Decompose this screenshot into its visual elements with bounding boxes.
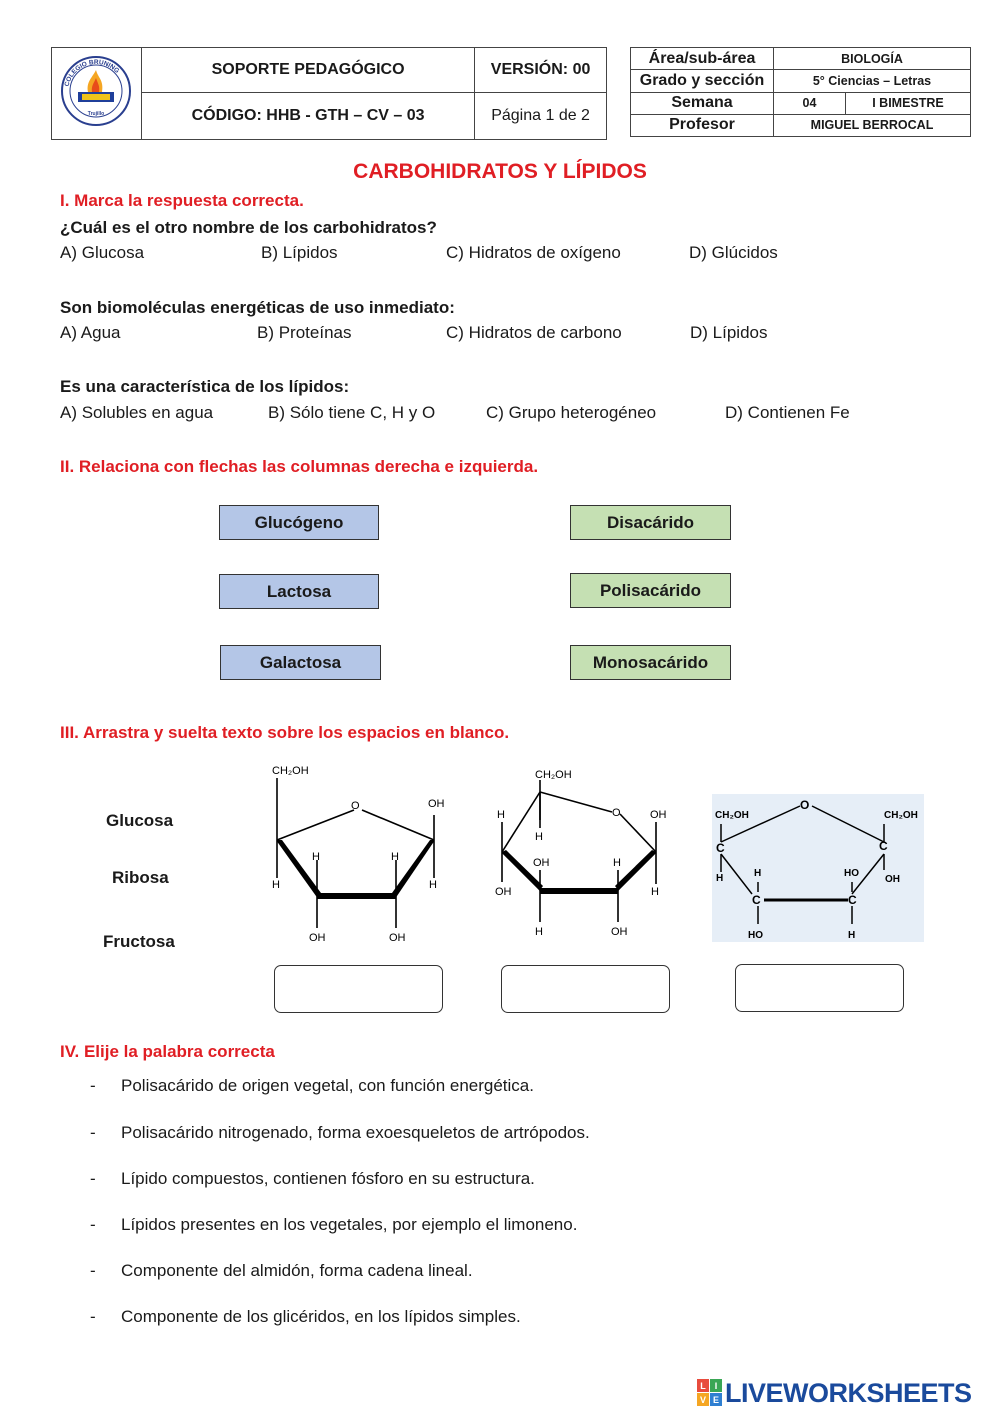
s3-h-left: H [716,873,724,884]
week-label: Semana [631,92,774,114]
q3-option-c[interactable]: C) Grupo heterogéneo [486,403,657,422]
q1-option-d[interactable]: D) Glúcidos [689,243,778,262]
liveworksheets-logo-icon [697,1379,723,1407]
teacher-value: MIGUEL BERROCAL [774,114,971,136]
s1-oh-2: OH [389,932,406,944]
liveworksheets-brand [697,1378,972,1408]
drop-zone-1[interactable] [274,965,443,1013]
match-left-lactosa[interactable]: Lactosa [219,574,379,609]
logo-subtitle: Trujillo [88,111,105,117]
header-left-table [51,47,607,140]
grade-value: 5° Ciencias – Letras [774,70,971,92]
section-4-heading: IV. Elije la palabra correcta [60,1042,275,1061]
s1-oh-1: OH [309,932,326,944]
section-3-heading: III. Arrastra y suelta texto sobre los espacios en blanco. [60,723,510,742]
s3-ho-b: HO [844,868,859,879]
page-title: CARBOHIDRATOS Y LÍPIDOS [353,160,647,183]
s1-h-left: H [272,879,280,891]
drop-zone-3[interactable] [735,964,904,1012]
draggable-fructosa[interactable]: Fructosa [103,932,175,951]
list-item [90,1307,521,1327]
s2-oh-c: OH [611,926,628,938]
s3-h-a: H [754,868,762,879]
q3-option-d[interactable]: D) Contienen Fe [725,403,850,422]
furanose-structure-diagram [260,760,460,955]
term-value: I BIMESTRE [846,92,971,114]
doc-type: SOPORTE PEDAGÓGICO [141,48,474,93]
list-dash: - [90,1169,96,1188]
list-item [90,1076,534,1096]
s2-h-a: H [535,831,543,843]
s1-oh-top: OH [428,798,445,810]
s3-carbon-3: C [752,893,761,907]
draggable-glucosa[interactable]: Glucosa [106,811,174,830]
header-info-table [630,47,971,137]
svg-text:L: L [700,1381,706,1391]
q2-option-c[interactable]: C) Hidratos de carbono [446,323,622,342]
match-left-glucogeno[interactable]: Glucógeno [219,505,379,540]
area-value: BIOLOGÍA [774,48,971,70]
q3-option-a[interactable]: A) Solubles en agua [60,403,214,422]
section-2-heading: II. Relaciona con flechas las columnas derecha e izquierda. [60,457,539,476]
s1-h-3: H [391,851,399,863]
s3-h-bottom-right: H [848,930,856,941]
week-value: 04 [774,92,846,114]
grade-label: Grado y sección [631,70,774,92]
s2-oh-left: OH [495,886,512,898]
match-right-polisacarido[interactable]: Polisacárido [570,573,731,608]
item-text: Componente del almidón, forma cadena lineal. [121,1261,473,1280]
list-dash: - [90,1261,96,1280]
list-item [90,1215,577,1235]
school-logo-cell [52,48,142,140]
s3-ho-bottom-left: HO [748,930,763,941]
item-text: Componente de los glicéridos, en los lípidos simples. [121,1307,521,1326]
s1-h-2: H [312,851,320,863]
list-item [90,1261,473,1281]
svg-text:I: I [714,1381,718,1391]
s1-h-right: H [429,879,437,891]
q2-option-a[interactable]: A) Agua [60,323,121,342]
q3-option-b[interactable]: B) Sólo tiene C, H y O [268,403,436,422]
s3-ring-oxygen: O [800,798,810,812]
s1-ring-oxygen: O [351,800,360,812]
area-label: Área/sub-área [631,48,774,70]
s1-ch2oh-label: CH₂OH [272,765,309,777]
list-dash: - [90,1307,96,1326]
list-dash: - [90,1123,96,1142]
logo-text: COLEGIO BRUNING [64,58,121,88]
doc-version: VERSIÓN: 00 [475,48,607,93]
brand-name: LIVEWORKSHEETS [725,1377,972,1408]
teacher-label: Profesor [631,114,774,136]
q1-option-c[interactable]: C) Hidratos de oxígeno [446,243,621,262]
section-1-heading: I. Marca la respuesta correcta. [60,191,304,210]
q2-option-d[interactable]: D) Lípidos [690,323,768,342]
s3-carbon-1: C [716,841,725,855]
item-text: Polisacárido nitrogenado, forma exoesqueletos de artrópodos. [121,1123,590,1142]
question-2: Son biomoléculas energéticas de uso inmediato: [60,298,455,317]
item-text: Polisacárido de origen vegetal, con función energética. [121,1076,534,1095]
list-item [90,1169,535,1189]
s3-carbon-2: C [879,839,888,853]
q2-option-b[interactable]: B) Proteínas [257,323,352,342]
doc-code: CÓDIGO: HHB - GTH – CV – 03 [141,93,474,140]
item-text: Lípido compuestos, contienen fósforo en su estructura. [121,1169,535,1188]
s2-ch2oh-label: CH₂OH [535,769,572,781]
fructose-structure-diagram [712,794,924,942]
svg-text:E: E [712,1395,720,1405]
svg-text:V: V [699,1395,707,1405]
s3-carbon-4: C [848,893,857,907]
list-dash: - [90,1076,96,1095]
s2-oh-right: OH [650,809,667,821]
q1-option-a[interactable]: A) Glucosa [60,243,145,262]
question-3: Es una característica de los lípidos: [60,377,350,396]
item-text: Lípidos presentes en los vegetales, por ejemplo el limoneno. [121,1215,578,1234]
list-item [90,1123,590,1143]
s2-h-left: H [497,809,505,821]
s3-ch2oh-left: CH₂OH [715,810,749,821]
s2-h-c: H [535,926,543,938]
match-left-galactosa[interactable]: Galactosa [220,645,381,680]
match-right-disacarido[interactable]: Disacárido [570,505,731,540]
s2-oh-a: OH [533,857,550,869]
question-1: ¿Cuál es el otro nombre de los carbohidratos? [60,218,437,237]
s2-h-b: H [613,857,621,869]
match-right-monosacarido[interactable]: Monosacárido [570,645,731,680]
drop-zone-2[interactable] [501,965,670,1013]
s3-ch2oh-right: CH₂OH [884,810,918,821]
school-logo [52,48,140,134]
s2-h-right: H [651,886,659,898]
q1-option-b[interactable]: B) Lípidos [261,243,338,262]
draggable-ribosa[interactable]: Ribosa [112,868,169,887]
pyranose-structure-diagram [490,762,680,952]
list-dash: - [90,1215,96,1234]
s2-ring-oxygen: O [612,807,621,819]
s3-oh-right: OH [885,874,900,885]
page-number: Página 1 de 2 [475,93,607,140]
